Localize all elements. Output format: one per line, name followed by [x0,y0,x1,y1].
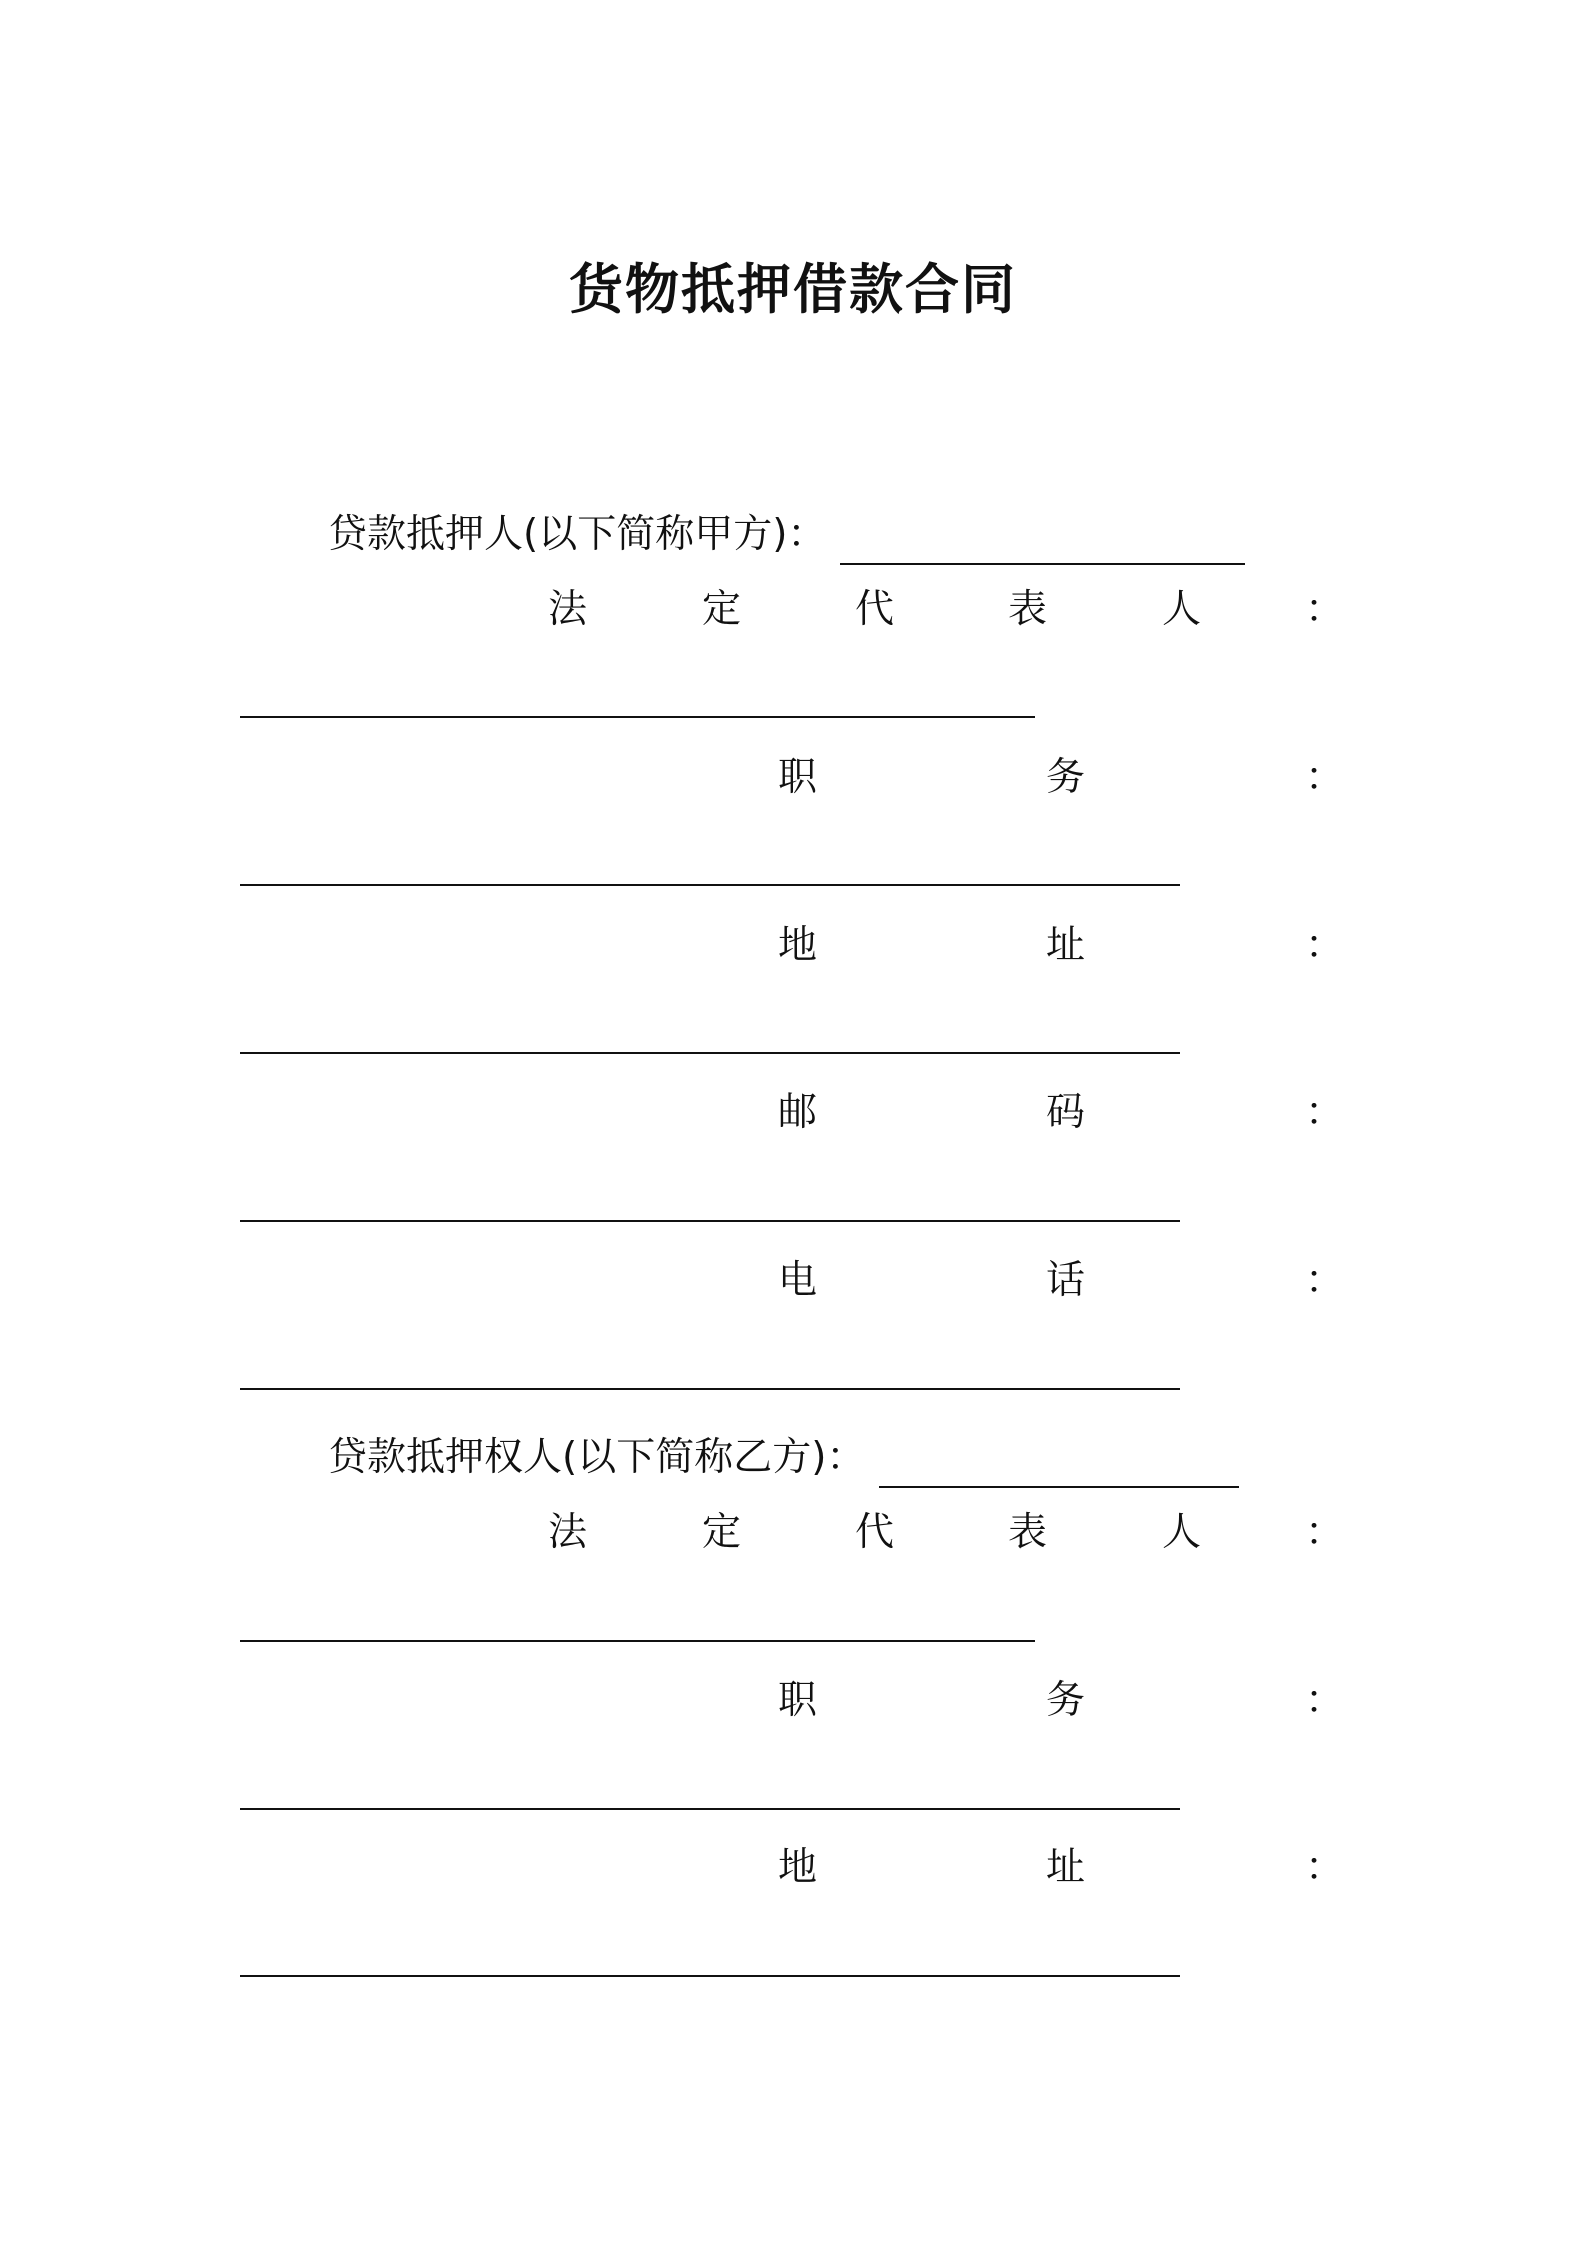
party-a-rep-blank[interactable] [240,716,1035,718]
party-a-address-label [0,916,1586,976]
label-char: 表 [1008,1510,1048,1555]
label-colon: ： [1305,755,1345,800]
label-char: 地 [778,1845,818,1890]
party-a-heading: 贷款抵押人(以下简称甲方)： [328,512,827,557]
party-b-position-blank[interactable] [240,1808,1180,1810]
party-a-name-blank[interactable] [840,519,1245,565]
party-a-position-blank[interactable] [240,884,1180,886]
label-char: 码 [1046,1090,1086,1135]
label-char: 址 [1046,923,1086,968]
label-char: 定 [702,587,742,632]
label-colon: ： [1305,1258,1345,1303]
party-b-heading-line [328,1428,1239,1488]
label-char: 表 [1008,587,1048,632]
party-a-phone-blank[interactable] [240,1388,1180,1390]
party-b-position-label [0,1671,1586,1731]
document-title: 货物抵押借款合同 [569,258,1017,321]
label-char: 邮 [778,1090,818,1135]
label-colon: ： [1305,1510,1345,1555]
party-b-rep-blank[interactable] [240,1640,1035,1642]
label-char: 职 [778,755,818,800]
label-char: 职 [778,1678,818,1723]
label-char: 话 [1046,1258,1086,1303]
label-char: 法 [548,1510,588,1555]
party-a-postcode-blank[interactable] [240,1220,1180,1222]
party-b-heading: 贷款抵押权人(以下简称乙方)： [328,1435,866,1480]
label-char: 电 [778,1258,818,1303]
party-a-postcode-label [0,1083,1586,1143]
party-a-heading-line [328,505,1245,565]
party-b-name-blank[interactable] [879,1442,1239,1488]
party-a-rep-label [0,580,1586,640]
label-colon: ： [1305,1845,1345,1890]
label-char: 法 [548,587,588,632]
label-colon: ： [1305,923,1345,968]
party-b-address-label [0,1838,1586,1898]
party-a-position-label [0,748,1586,808]
label-char: 人 [1162,1510,1202,1555]
label-char: 代 [855,587,895,632]
party-b-address-blank[interactable] [240,1975,1180,1977]
party-a-address-blank[interactable] [240,1052,1180,1054]
label-char: 务 [1046,755,1086,800]
label-char: 人 [1162,587,1202,632]
party-a-phone-label [0,1251,1586,1311]
label-char: 址 [1046,1845,1086,1890]
label-char: 务 [1046,1678,1086,1723]
label-colon: ： [1305,1090,1345,1135]
party-b-rep-label [0,1503,1586,1563]
label-char: 代 [855,1510,895,1555]
label-colon: ： [1305,1678,1345,1723]
label-colon: ： [1305,587,1345,632]
label-char: 定 [702,1510,742,1555]
label-char: 地 [778,923,818,968]
